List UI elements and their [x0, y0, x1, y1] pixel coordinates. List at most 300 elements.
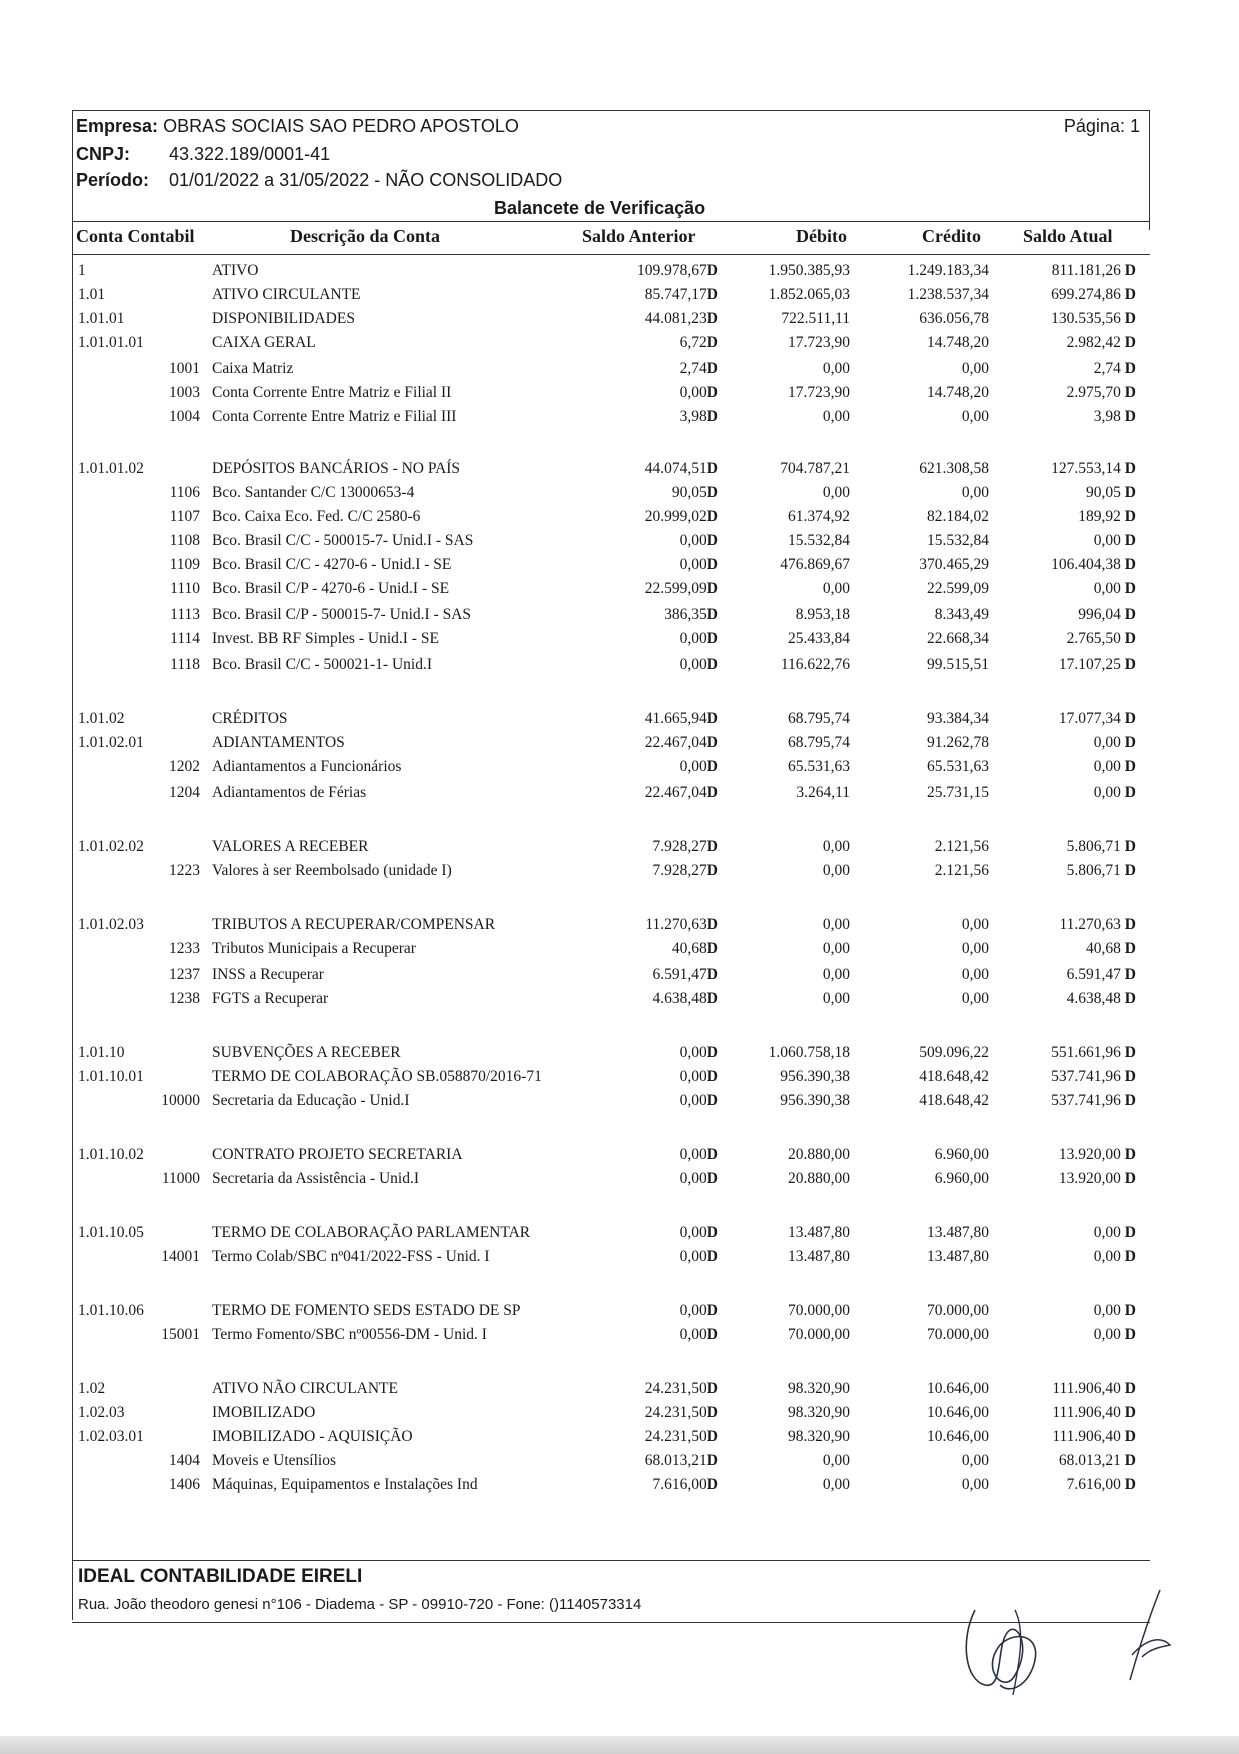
- row-current-balance-flag: D: [1124, 484, 1136, 501]
- table-row: [0, 580, 1239, 604]
- row-previous-balance: [518, 916, 718, 934]
- row-account-description: Secretaria da Assistência - Unid.I: [212, 1170, 420, 1187]
- row-account-description: IMOBILIZADO - AQUISIÇÃO: [212, 1428, 413, 1445]
- row-account-code: 1.01: [78, 286, 106, 303]
- row-debit: 13.487,80: [788, 1248, 850, 1265]
- row-debit: 1.852.065,03: [768, 286, 850, 303]
- row-previous-balance-value: 109.978,67: [637, 262, 707, 279]
- row-credit: 2.121,56: [934, 862, 989, 879]
- row-previous-balance-flag: D: [706, 656, 718, 673]
- row-sub-account-code: 1107: [169, 508, 200, 525]
- row-current-balance-flag: D: [1124, 940, 1136, 957]
- row-previous-balance-value: 0,00: [679, 1224, 707, 1241]
- row-current-balance-value: 5.806,71: [1066, 838, 1121, 855]
- row-previous-balance-flag: D: [706, 384, 718, 401]
- row-sub-account-code: 1114: [170, 630, 200, 647]
- row-previous-balance: [518, 1302, 718, 1320]
- row-account-description: Bco. Brasil C/C - 500015-7- Unid.I - SAS: [212, 532, 474, 549]
- table-row: [0, 1224, 1239, 1248]
- row-current-balance-flag: D: [1124, 556, 1136, 573]
- row-previous-balance-value: 24.231,50: [644, 1404, 707, 1421]
- row-account-description: Conta Corrente Entre Matriz e Filial III: [212, 408, 457, 425]
- row-current-balance: [976, 1428, 1136, 1446]
- row-credit: 10.646,00: [927, 1404, 989, 1421]
- row-current-balance: [976, 1302, 1136, 1320]
- row-debit: 70.000,00: [788, 1326, 850, 1343]
- row-previous-balance-value: 6.591,47: [652, 966, 707, 983]
- row-previous-balance-flag: D: [706, 556, 718, 573]
- row-current-balance: [976, 360, 1136, 378]
- row-previous-balance-value: 0,00: [679, 630, 707, 647]
- row-account-code: 1.01.02.03: [78, 916, 144, 933]
- col-header-debit: Débito: [796, 226, 847, 246]
- scan-bottom-edge: [0, 1736, 1239, 1754]
- row-current-balance-value: 5.806,71: [1066, 862, 1121, 879]
- row-current-balance-value: 0,00: [1093, 1248, 1121, 1265]
- row-current-balance: [976, 334, 1136, 352]
- row-account-description: Moveis e Utensílios: [212, 1452, 336, 1469]
- row-debit: 1.060.758,18: [768, 1044, 850, 1061]
- row-previous-balance-flag: D: [706, 1476, 718, 1493]
- row-previous-balance-value: 0,00: [679, 1302, 707, 1319]
- period-label: Período:: [76, 170, 150, 190]
- row-current-balance-flag: D: [1124, 1068, 1136, 1085]
- row-current-balance: [976, 656, 1136, 674]
- row-previous-balance-value: 0,00: [679, 1068, 707, 1085]
- row-previous-balance-flag: D: [706, 784, 718, 801]
- table-row: [0, 1452, 1239, 1476]
- row-account-code: 1.01.02.01: [78, 734, 144, 751]
- row-current-balance-flag: D: [1124, 360, 1136, 377]
- row-sub-account-code: 1223: [169, 862, 200, 879]
- row-previous-balance: [518, 940, 718, 958]
- row-current-balance: [976, 1044, 1136, 1062]
- row-previous-balance-value: 386,35: [664, 606, 707, 623]
- table-row: [0, 360, 1239, 384]
- row-current-balance: [976, 1068, 1136, 1086]
- table-row: [0, 1146, 1239, 1170]
- row-current-balance-flag: D: [1124, 580, 1136, 597]
- row-current-balance-value: 111.906,40: [1052, 1428, 1121, 1445]
- row-current-balance-value: 0,00: [1093, 1224, 1121, 1241]
- row-previous-balance-value: 7.928,27: [652, 862, 707, 879]
- row-current-balance-flag: D: [1124, 1092, 1136, 1109]
- row-previous-balance: [518, 408, 718, 426]
- row-sub-account-code: 1106: [169, 484, 200, 501]
- row-current-balance-value: 551.661,96: [1051, 1044, 1121, 1061]
- row-credit: 70.000,00: [927, 1302, 989, 1319]
- footer-rule: [72, 1560, 1150, 1561]
- row-debit: 0,00: [822, 580, 850, 597]
- row-debit: 0,00: [822, 360, 850, 377]
- signature-initials: [955, 1600, 1065, 1710]
- row-previous-balance: [518, 838, 718, 856]
- row-previous-balance: [518, 556, 718, 574]
- row-sub-account-code: 1109: [169, 556, 200, 573]
- table-row: [0, 556, 1239, 580]
- row-current-balance-value: 4.638,48: [1066, 990, 1121, 1007]
- row-current-balance-value: 3,98: [1093, 408, 1121, 425]
- row-account-description: Bco. Santander C/C 13000653-4: [212, 484, 415, 501]
- row-previous-balance: [518, 1326, 718, 1344]
- table-row: [0, 734, 1239, 758]
- row-account-code: 1.01.02: [78, 710, 125, 727]
- row-debit: 3.264,11: [796, 784, 850, 801]
- row-current-balance-flag: D: [1124, 532, 1136, 549]
- row-previous-balance-flag: D: [706, 1248, 718, 1265]
- table-row: [0, 784, 1239, 808]
- row-previous-balance-flag: D: [706, 460, 718, 477]
- row-current-balance-flag: D: [1124, 286, 1136, 303]
- report-title: Balancete de Verificação: [494, 198, 706, 218]
- row-credit: 8.343,49: [934, 606, 989, 623]
- row-current-balance: [976, 1326, 1136, 1344]
- row-current-balance-flag: D: [1124, 1146, 1136, 1163]
- row-sub-account-code: 1118: [170, 656, 200, 673]
- row-sub-account-code: 1233: [169, 940, 200, 957]
- row-previous-balance: [518, 1476, 718, 1494]
- row-current-balance-flag: D: [1124, 784, 1136, 801]
- row-debit: 722.511,11: [781, 310, 850, 327]
- row-current-balance-flag: D: [1124, 1302, 1136, 1319]
- row-debit: 0,00: [822, 484, 850, 501]
- row-current-balance: [976, 916, 1136, 934]
- row-credit: 82.184,02: [927, 508, 989, 525]
- row-previous-balance-value: 22.467,04: [644, 784, 707, 801]
- row-previous-balance-flag: D: [706, 508, 718, 525]
- row-previous-balance-value: 20.999,02: [644, 508, 707, 525]
- row-account-description: Bco. Brasil C/P - 4270-6 - Unid.I - SE: [212, 580, 450, 597]
- row-previous-balance-flag: D: [706, 990, 718, 1007]
- row-account-description: Termo Fomento/SBC nº00556-DM - Unid. I: [212, 1326, 487, 1343]
- row-current-balance-value: 537.741,96: [1051, 1092, 1121, 1109]
- row-account-description: SUBVENÇÕES A RECEBER: [212, 1044, 401, 1061]
- row-previous-balance-value: 0,00: [679, 1044, 707, 1061]
- row-previous-balance: [518, 1170, 718, 1188]
- period-row: [76, 170, 562, 191]
- row-previous-balance-flag: D: [706, 1092, 718, 1109]
- row-previous-balance-flag: D: [706, 408, 718, 425]
- row-current-balance-value: 13.920,00: [1058, 1170, 1121, 1187]
- row-sub-account-code: 15001: [161, 1326, 200, 1343]
- row-credit: 0,00: [961, 1452, 989, 1469]
- row-previous-balance: [518, 710, 718, 728]
- row-previous-balance-value: 0,00: [679, 1326, 707, 1343]
- row-previous-balance-flag: D: [706, 758, 718, 775]
- row-sub-account-code: 1001: [169, 360, 200, 377]
- frame-top-border: [72, 110, 1150, 111]
- row-debit: 956.390,38: [780, 1068, 850, 1085]
- row-credit: 0,00: [961, 940, 989, 957]
- row-current-balance-flag: D: [1124, 758, 1136, 775]
- accounting-firm-name: IDEAL CONTABILIDADE EIRELI: [78, 1566, 363, 1587]
- row-debit: 65.531,63: [788, 758, 850, 775]
- row-account-description: Bco. Caixa Eco. Fed. C/C 2580-6: [212, 508, 421, 525]
- row-account-code: 1: [78, 262, 86, 279]
- row-current-balance-flag: D: [1124, 966, 1136, 983]
- row-current-balance-flag: D: [1124, 1170, 1136, 1187]
- row-current-balance-value: 0,00: [1093, 784, 1121, 801]
- row-previous-balance-flag: D: [706, 606, 718, 623]
- row-current-balance: [976, 862, 1136, 880]
- row-debit: 0,00: [822, 916, 850, 933]
- row-account-description: Termo Colab/SBC nº041/2022-FSS - Unid. I: [212, 1248, 490, 1265]
- col-header-credit: Crédito: [922, 226, 981, 246]
- cnpj-label: CNPJ:: [76, 144, 131, 164]
- row-debit: 98.320,90: [788, 1428, 850, 1445]
- header-rule-bottom: [72, 254, 1150, 255]
- row-current-balance: [976, 384, 1136, 402]
- row-previous-balance-flag: D: [706, 1404, 718, 1421]
- table-row: [0, 1044, 1239, 1068]
- row-previous-balance-value: 0,00: [679, 1248, 707, 1265]
- table-row: [0, 990, 1239, 1014]
- row-current-balance-flag: D: [1124, 1326, 1136, 1343]
- row-current-balance-value: 2.975,70: [1066, 384, 1121, 401]
- row-current-balance: [976, 990, 1136, 1008]
- row-current-balance-flag: D: [1124, 334, 1136, 351]
- row-previous-balance: [518, 1248, 718, 1266]
- row-account-description: TERMO DE COLABORAÇÃO SB.058870/2016-71: [212, 1068, 542, 1085]
- row-sub-account-code: 14001: [161, 1248, 200, 1265]
- row-credit: 621.308,58: [919, 460, 989, 477]
- row-current-balance-value: 0,00: [1093, 734, 1121, 751]
- row-current-balance-value: 7.616,00: [1066, 1476, 1121, 1493]
- row-previous-balance: [518, 630, 718, 648]
- company-row: [76, 116, 519, 137]
- row-current-balance: [976, 532, 1136, 550]
- col-header-previous-balance: Saldo Anterior: [582, 226, 696, 246]
- table-row: [0, 1092, 1239, 1116]
- col-header-description: Descrição da Conta: [290, 226, 440, 246]
- row-credit: 13.487,80: [927, 1224, 989, 1241]
- row-current-balance-value: 699.274,86: [1051, 286, 1121, 303]
- row-current-balance-value: 68.013,21: [1058, 1452, 1121, 1469]
- row-credit: 1.238.537,34: [907, 286, 989, 303]
- row-previous-balance-value: 0,00: [679, 1170, 707, 1187]
- row-debit: 1.950.385,93: [768, 262, 850, 279]
- row-sub-account-code: 1113: [170, 606, 200, 623]
- row-previous-balance: [518, 1380, 718, 1398]
- row-current-balance-flag: D: [1124, 1044, 1136, 1061]
- row-previous-balance: [518, 1092, 718, 1110]
- row-credit: 10.646,00: [927, 1380, 989, 1397]
- cnpj-row: [76, 144, 330, 165]
- row-current-balance: [976, 940, 1136, 958]
- row-account-code: 1.01.10.01: [78, 1068, 144, 1085]
- row-previous-balance: [518, 656, 718, 674]
- table-row: [0, 1380, 1239, 1404]
- row-previous-balance-flag: D: [706, 484, 718, 501]
- row-previous-balance: [518, 384, 718, 402]
- row-previous-balance-value: 0,00: [679, 556, 707, 573]
- row-previous-balance-value: 24.231,50: [644, 1380, 707, 1397]
- row-previous-balance-flag: D: [706, 262, 718, 279]
- row-previous-balance-value: 7.616,00: [652, 1476, 707, 1493]
- row-credit: 25.731,15: [927, 784, 989, 801]
- row-current-balance-flag: D: [1124, 1476, 1136, 1493]
- row-current-balance: [976, 630, 1136, 648]
- row-previous-balance-flag: D: [706, 734, 718, 751]
- row-credit: 22.599,09: [927, 580, 989, 597]
- row-debit: 0,00: [822, 1452, 850, 1469]
- row-previous-balance-value: 7.928,27: [652, 838, 707, 855]
- row-debit: 8.953,18: [795, 606, 850, 623]
- row-sub-account-code: 1406: [169, 1476, 200, 1493]
- row-account-description: Adiantamentos a Funcionários: [212, 758, 402, 775]
- row-account-description: ATIVO NÃO CIRCULANTE: [212, 1380, 398, 1397]
- row-credit: 418.648,42: [919, 1092, 989, 1109]
- row-current-balance-value: 17.107,25: [1058, 656, 1121, 673]
- table-row: [0, 408, 1239, 432]
- row-sub-account-code: 10000: [161, 1092, 200, 1109]
- row-current-balance: [976, 1092, 1136, 1110]
- row-current-balance: [976, 1380, 1136, 1398]
- row-current-balance-value: 189,92: [1078, 508, 1121, 525]
- row-sub-account-code: 1404: [169, 1452, 200, 1469]
- row-debit: 68.795,74: [788, 734, 850, 751]
- row-current-balance: [976, 286, 1136, 304]
- row-current-balance: [976, 460, 1136, 478]
- row-debit: 98.320,90: [788, 1404, 850, 1421]
- row-previous-balance-flag: D: [706, 1224, 718, 1241]
- row-previous-balance: [518, 286, 718, 304]
- row-previous-balance-value: 0,00: [679, 532, 707, 549]
- row-current-balance-flag: D: [1124, 310, 1136, 327]
- table-row: [0, 532, 1239, 556]
- row-previous-balance: [518, 580, 718, 598]
- row-previous-balance-flag: D: [706, 360, 718, 377]
- row-sub-account-code: 1004: [169, 408, 200, 425]
- row-current-balance-value: 0,00: [1093, 1326, 1121, 1343]
- table-row: [0, 262, 1239, 286]
- company-name: OBRAS SOCIAIS SAO PEDRO APOSTOLO: [163, 116, 519, 136]
- row-current-balance-flag: D: [1124, 1380, 1136, 1397]
- row-debit: 68.795,74: [788, 710, 850, 727]
- table-row: [0, 460, 1239, 484]
- row-previous-balance-flag: D: [706, 580, 718, 597]
- row-current-balance: [976, 838, 1136, 856]
- row-credit: 14.748,20: [927, 384, 989, 401]
- row-previous-balance-flag: D: [706, 532, 718, 549]
- row-account-description: Valores à ser Reembolsado (unidade I): [212, 862, 452, 879]
- row-current-balance-value: 2.765,50: [1066, 630, 1121, 647]
- row-current-balance-value: 811.181,26: [1051, 262, 1121, 279]
- table-row: [0, 606, 1239, 630]
- row-previous-balance: [518, 484, 718, 502]
- row-credit: 0,00: [961, 916, 989, 933]
- row-credit: 0,00: [961, 966, 989, 983]
- row-account-description: Máquinas, Equipamentos e Instalações Ind: [212, 1476, 478, 1493]
- row-previous-balance-value: 0,00: [679, 758, 707, 775]
- row-account-description: IMOBILIZADO: [212, 1404, 316, 1421]
- col-header-account: Conta Contabil: [76, 226, 195, 246]
- row-credit: 14.748,20: [927, 334, 989, 351]
- row-current-balance: [976, 408, 1136, 426]
- row-sub-account-code: 11000: [161, 1170, 200, 1187]
- row-credit: 15.532,84: [927, 532, 989, 549]
- row-sub-account-code: 1202: [169, 758, 200, 775]
- row-current-balance: [976, 966, 1136, 984]
- row-credit: 0,00: [961, 408, 989, 425]
- row-account-description: VALORES A RECEBER: [212, 838, 369, 855]
- row-account-code: 1.01.10: [78, 1044, 125, 1061]
- page-indicator: [1064, 116, 1140, 137]
- row-current-balance-flag: D: [1124, 916, 1136, 933]
- row-account-description: INSS a Recuperar: [212, 966, 324, 983]
- row-previous-balance-value: 41.665,94: [644, 710, 707, 727]
- row-debit: 704.787,21: [780, 460, 850, 477]
- row-previous-balance-value: 44.074,51: [644, 460, 707, 477]
- row-account-description: FGTS a Recuperar: [212, 990, 329, 1007]
- row-current-balance-flag: D: [1124, 630, 1136, 647]
- row-current-balance: [976, 262, 1136, 280]
- row-current-balance-value: 0,00: [1093, 532, 1121, 549]
- row-account-description: ATIVO: [212, 262, 259, 279]
- row-previous-balance: [518, 508, 718, 526]
- row-account-description: Adiantamentos de Férias: [212, 784, 367, 801]
- row-current-balance-value: 13.920,00: [1058, 1146, 1121, 1163]
- row-current-balance: [976, 710, 1136, 728]
- row-account-description: Conta Corrente Entre Matriz e Filial II: [212, 384, 452, 401]
- row-credit: 70.000,00: [927, 1326, 989, 1343]
- row-previous-balance-flag: D: [706, 1452, 718, 1469]
- row-account-code: 1.02: [78, 1380, 106, 1397]
- table-row: [0, 916, 1239, 940]
- row-current-balance-flag: D: [1124, 508, 1136, 525]
- table-row: [0, 1428, 1239, 1452]
- row-current-balance-value: 11.270,63: [1059, 916, 1121, 933]
- table-row: [0, 838, 1239, 862]
- row-current-balance-flag: D: [1124, 1248, 1136, 1265]
- table-row: [0, 310, 1239, 334]
- row-current-balance-value: 111.906,40: [1052, 1380, 1121, 1397]
- row-debit: 70.000,00: [788, 1302, 850, 1319]
- period-value: 01/01/2022 a 31/05/2022 - NÃO CONSOLIDADO: [169, 170, 563, 190]
- row-previous-balance-value: 24.231,50: [644, 1428, 707, 1445]
- row-previous-balance-flag: D: [706, 1146, 718, 1163]
- row-current-balance-flag: D: [1124, 384, 1136, 401]
- row-credit: 91.262,78: [927, 734, 989, 751]
- row-previous-balance: [518, 532, 718, 550]
- row-account-code: 1.01.01.01: [78, 334, 144, 351]
- row-credit: 2.121,56: [934, 838, 989, 855]
- row-current-balance: [976, 1404, 1136, 1422]
- row-previous-balance-value: 2,74: [679, 360, 707, 377]
- row-sub-account-code: 1204: [169, 784, 200, 801]
- row-current-balance-flag: D: [1124, 990, 1136, 1007]
- row-debit: 61.374,92: [788, 508, 850, 525]
- row-account-description: Secretaria da Educação - Unid.I: [212, 1092, 410, 1109]
- row-previous-balance-flag: D: [706, 334, 718, 351]
- table-row: [0, 630, 1239, 654]
- row-previous-balance: [518, 758, 718, 776]
- row-account-code: 1.01.01.02: [78, 460, 144, 477]
- row-current-balance-value: 537.741,96: [1051, 1068, 1121, 1085]
- row-debit: 20.880,00: [788, 1170, 850, 1187]
- row-debit: 0,00: [822, 1476, 850, 1493]
- row-current-balance-value: 90,05: [1086, 484, 1121, 501]
- row-sub-account-code: 1108: [169, 532, 200, 549]
- row-previous-balance-flag: D: [706, 1428, 718, 1445]
- row-current-balance-value: 996,04: [1078, 606, 1121, 623]
- table-row: [0, 1326, 1239, 1350]
- row-previous-balance: [518, 862, 718, 880]
- row-account-code: 1.02.03.01: [78, 1428, 144, 1445]
- row-previous-balance-value: 0,00: [679, 1092, 707, 1109]
- row-previous-balance: [518, 334, 718, 352]
- row-current-balance: [976, 606, 1136, 624]
